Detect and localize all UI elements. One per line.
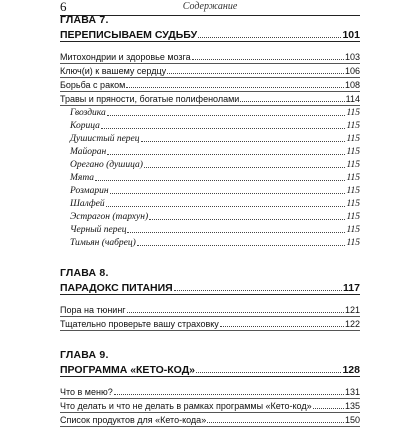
chapter-label: ГЛАВА 9. bbox=[60, 349, 109, 361]
dot-leader bbox=[106, 206, 346, 207]
dot-leader bbox=[127, 312, 344, 313]
entry-title: Мята bbox=[70, 173, 95, 183]
entry-title: ПРОГРАММА «КЕТО-КОД» bbox=[60, 364, 196, 376]
chapter-label: ГЛАВА 8. bbox=[60, 267, 109, 279]
page-number: 6 bbox=[60, 0, 67, 14]
chapter-spacer bbox=[60, 295, 360, 303]
entry-title: Душистый перец bbox=[70, 134, 140, 144]
chapter-spacer bbox=[60, 377, 360, 385]
chapter-heading bbox=[60, 267, 360, 295]
running-title: Содержание bbox=[182, 1, 238, 12]
entry-page-number: 122 bbox=[344, 319, 360, 329]
dot-leader bbox=[141, 141, 346, 142]
dot-leader bbox=[196, 372, 341, 373]
entry-title: ПАРАДОКС ПИТАНИЯ bbox=[60, 282, 173, 294]
entry-title: Майоран bbox=[70, 147, 107, 157]
dot-leader bbox=[95, 180, 345, 181]
dot-leader bbox=[313, 408, 344, 409]
dot-leader bbox=[137, 245, 346, 246]
dot-leader bbox=[107, 154, 345, 155]
toc-subentry[interactable] bbox=[60, 184, 360, 197]
toc-entry[interactable] bbox=[60, 78, 360, 92]
toc-subentry[interactable] bbox=[60, 132, 360, 145]
entry-page-number: 115 bbox=[346, 121, 360, 131]
dot-leader bbox=[192, 59, 344, 60]
entry-title: Митохондрии и здоровье мозга bbox=[60, 52, 191, 62]
entry-title: ПЕРЕПИСЫВАЕМ СУДЬБУ bbox=[60, 29, 198, 41]
toc-entry[interactable] bbox=[60, 317, 360, 331]
chapter-title[interactable] bbox=[60, 280, 360, 294]
entry-title: Шалфей bbox=[70, 199, 105, 209]
chapter-heading bbox=[60, 14, 360, 42]
toc-entry[interactable] bbox=[60, 385, 360, 399]
entry-page-number: 115 bbox=[346, 108, 360, 118]
entry-page-number: 128 bbox=[342, 364, 360, 376]
entry-page-number: 115 bbox=[346, 173, 360, 183]
entry-title: Эстрагон (тархун) bbox=[70, 212, 149, 222]
entry-title: Черный перец bbox=[70, 225, 127, 235]
entry-page-number: 115 bbox=[346, 238, 360, 248]
dot-leader bbox=[167, 73, 344, 74]
dot-leader bbox=[240, 101, 344, 102]
toc-entry[interactable] bbox=[60, 92, 360, 106]
entry-page-number: 101 bbox=[342, 29, 360, 41]
chapter-title[interactable] bbox=[60, 27, 360, 41]
dot-leader bbox=[110, 193, 346, 194]
entry-page-number: 115 bbox=[346, 147, 360, 157]
chapter-heading bbox=[60, 349, 360, 377]
entry-title: Что делать и что не делать в рамках программы «Кето-код» bbox=[60, 401, 312, 411]
toc-entry[interactable] bbox=[60, 399, 360, 413]
toc-subentry[interactable] bbox=[60, 197, 360, 210]
entry-page-number: 106 bbox=[344, 66, 360, 76]
entry-page-number: 121 bbox=[344, 305, 360, 315]
chapter-label: ГЛАВА 7. bbox=[60, 14, 109, 26]
dot-leader bbox=[149, 219, 345, 220]
toc-entry[interactable] bbox=[60, 413, 360, 427]
entry-page-number: 117 bbox=[343, 282, 360, 294]
dot-leader bbox=[220, 326, 344, 327]
entry-title: Что в меню? bbox=[60, 387, 113, 397]
entry-title: Корица bbox=[70, 121, 100, 131]
dot-leader bbox=[198, 37, 341, 38]
toc-subentry[interactable] bbox=[60, 210, 360, 223]
toc-entry[interactable] bbox=[60, 303, 360, 317]
toc-subentry[interactable] bbox=[60, 158, 360, 171]
chapter-gap bbox=[60, 249, 360, 267]
table-of-contents bbox=[60, 14, 360, 427]
toc-subentry[interactable] bbox=[60, 106, 360, 119]
toc-subentry[interactable] bbox=[60, 236, 360, 249]
dot-leader bbox=[144, 167, 346, 168]
toc-subentry[interactable] bbox=[60, 171, 360, 184]
entry-page-number: 115 bbox=[346, 225, 360, 235]
toc-subentry[interactable] bbox=[60, 145, 360, 158]
chapter-spacer bbox=[60, 42, 360, 50]
chapter-gap bbox=[60, 331, 360, 349]
toc-subentry[interactable] bbox=[60, 119, 360, 132]
entry-title: Гвоздика bbox=[70, 108, 106, 118]
toc-entry[interactable] bbox=[60, 64, 360, 78]
entry-page-number: 150 bbox=[344, 415, 360, 425]
entry-page-number: 115 bbox=[346, 186, 360, 196]
toc-entry[interactable] bbox=[60, 50, 360, 64]
entry-page-number: 115 bbox=[346, 212, 360, 222]
entry-title: Тщательно проверьте вашу страховку bbox=[60, 319, 219, 329]
entry-title: Борьба с раком bbox=[60, 80, 126, 90]
entry-title: Тимьян (чабрец) bbox=[70, 238, 136, 248]
entry-page-number: 115 bbox=[346, 199, 360, 209]
dot-leader bbox=[114, 394, 344, 395]
entry-page-number: 108 bbox=[344, 80, 360, 90]
entry-page-number: 115 bbox=[346, 134, 360, 144]
entry-page-number: 103 bbox=[344, 52, 360, 62]
toc-subentry[interactable] bbox=[60, 223, 360, 236]
entry-title: Розмарин bbox=[70, 186, 109, 196]
entry-title: Пора на тюнинг bbox=[60, 305, 126, 315]
dot-leader bbox=[207, 422, 344, 423]
entry-title: Ключ(и) к вашему сердцу bbox=[60, 66, 167, 76]
dot-leader bbox=[174, 290, 342, 291]
entry-title: Травы и пряности, богатые полифенолами bbox=[60, 94, 240, 104]
dot-leader bbox=[126, 87, 344, 88]
dot-leader bbox=[107, 115, 346, 116]
entry-page-number: 114 bbox=[345, 94, 360, 104]
dot-leader bbox=[127, 232, 345, 233]
entry-page-number: 131 bbox=[344, 387, 360, 397]
entry-title: Список продуктов для «Кето-кода» bbox=[60, 415, 207, 425]
entry-title: Орегано (душица) bbox=[70, 160, 143, 170]
chapter-title[interactable] bbox=[60, 362, 360, 376]
dot-leader bbox=[101, 128, 346, 129]
entry-page-number: 135 bbox=[344, 401, 360, 411]
entry-page-number: 115 bbox=[346, 160, 360, 170]
